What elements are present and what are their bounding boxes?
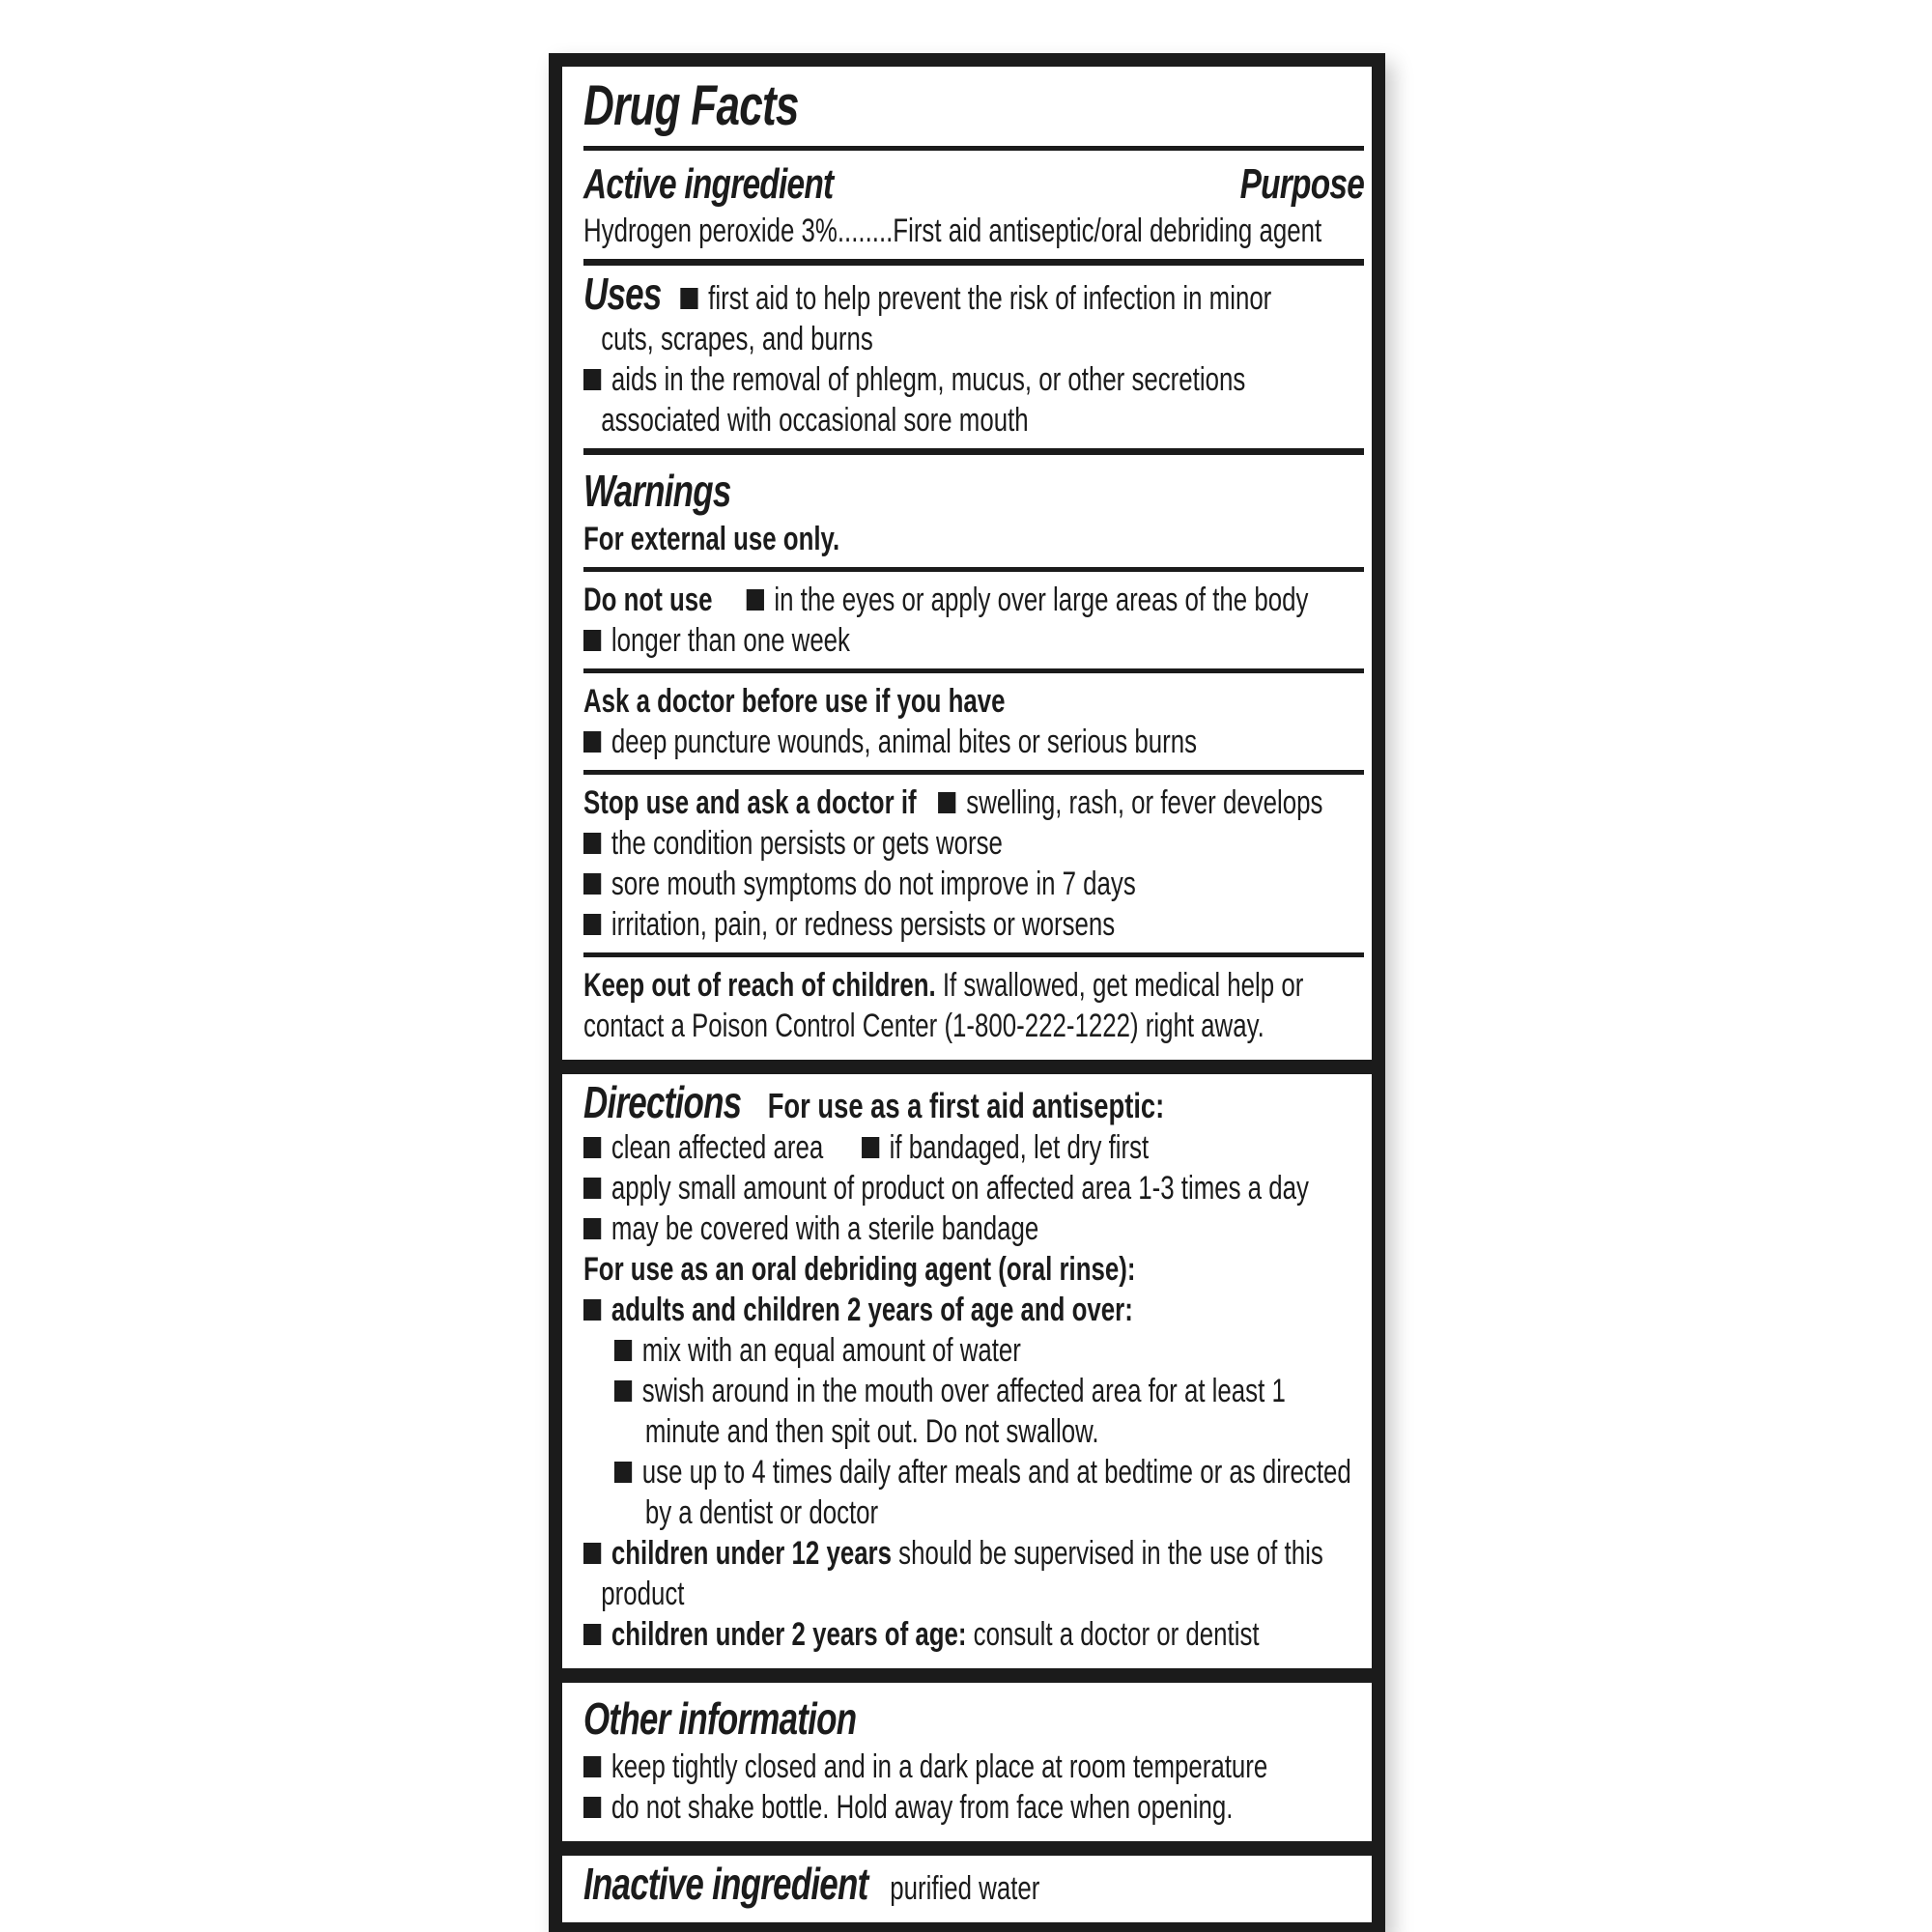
bullet-square-icon	[614, 1462, 632, 1483]
directions-bullet-1a-text: clean affected area	[611, 1129, 824, 1166]
stop-use-bullet-2	[583, 823, 1177, 864]
bullet-square-icon	[583, 630, 601, 651]
uses-bullet-1-cont: cuts, scrapes, and burns	[601, 321, 873, 357]
stop-use-heading: Stop use and ask a doctor if	[583, 784, 917, 821]
do-not-use-bullet-1-text: in the eyes or apply over large areas of the body	[774, 582, 1309, 618]
uses-heading: Uses	[583, 269, 662, 319]
divider	[583, 668, 1364, 673]
bullet-square-icon	[583, 369, 601, 390]
stop-use-bullet-4-text: irritation, pain, or redness persists or worsens	[611, 906, 1116, 943]
divider	[583, 146, 1364, 151]
divider	[583, 770, 1364, 775]
bullet-square-icon	[583, 1624, 601, 1645]
other-info-bullet-1	[583, 1747, 1268, 1787]
inactive-ingredient-value: purified water	[890, 1870, 1040, 1907]
do-not-use-line-1	[583, 580, 1309, 620]
other-info-bullet-2	[583, 1787, 1234, 1828]
bullet-square-icon	[583, 1797, 601, 1818]
bullet-square-icon	[862, 1137, 879, 1158]
uses-line-1	[583, 269, 1272, 319]
drug-facts-label	[549, 53, 1385, 1932]
keep-out-line-2: contact a Poison Control Center (1-800-222-1222) right away.	[583, 1008, 1264, 1044]
under-2-rest: consult a doctor or dentist	[973, 1616, 1260, 1653]
panel-inactive-ingredient	[562, 1856, 1372, 1922]
stop-use-bullet-3	[583, 864, 1177, 904]
under-12-bold: children under 12 years	[611, 1535, 892, 1572]
oral-use-heading: For use as an oral debriding agent (oral rinse):	[583, 1251, 1136, 1288]
divider	[583, 448, 1364, 455]
under-12-cont: product	[601, 1576, 685, 1612]
directions-bullet-1b-text: if bandaged, let dry first	[889, 1129, 1150, 1166]
divider	[583, 259, 1364, 266]
bullet-square-icon	[614, 1380, 632, 1402]
bullet-square-icon	[583, 731, 601, 753]
stop-use-bullet-1-text: swelling, rash, or fever develops	[966, 784, 1323, 821]
under-12-rest: should be supervised in the use of this	[898, 1535, 1323, 1572]
bullet-square-icon	[680, 288, 697, 309]
uses-bullet-1-text: first aid to help prevent the risk of infection in minor	[708, 280, 1272, 317]
directions-bullet-2-text: apply small amount of product on affected area 1-3 times a day	[611, 1170, 1309, 1207]
inactive-ingredient-row	[583, 1859, 1177, 1909]
keep-out-bold: Keep out of reach of children.	[583, 967, 936, 1004]
directions-bullet-3	[583, 1208, 1177, 1249]
inactive-ingredient-heading: Inactive ingredient	[583, 1859, 868, 1909]
active-ingredient-row: Hydrogen peroxide 3%........First aid antiseptic/oral debriding agent	[583, 213, 1322, 249]
adults-bullet-text: adults and children 2 years of age and over:	[611, 1292, 1133, 1328]
uses-bullet-2-text: aids in the removal of phlegm, mucus, or other secretions	[611, 361, 1246, 398]
bullet-square-icon	[583, 914, 601, 935]
other-info-bullet-1-text: keep tightly closed and in a dark place at room temperature	[611, 1748, 1268, 1785]
nested-bullet-3-cont: by a dentist or doctor	[644, 1494, 879, 1531]
nested-bullet-2	[583, 1371, 1286, 1411]
under-12-bullet	[583, 1533, 1323, 1574]
first-aid-subheading: For use as a first aid antiseptic:	[767, 1086, 1165, 1125]
bullet-square-icon	[583, 1543, 601, 1564]
external-use-line: For external use only.	[583, 521, 840, 557]
directions-bullet-row-1	[583, 1127, 1177, 1168]
do-not-use-bullet-2-text: longer than one week	[611, 622, 850, 659]
adults-bullet	[583, 1290, 1177, 1330]
uses-bullet-2-cont: associated with occasional sore mouth	[601, 402, 1029, 439]
stop-use-bullet-3-text: sore mouth symptoms do not improve in 7 days	[611, 866, 1136, 902]
ask-doctor-heading: Ask a doctor before use if you have	[583, 683, 1006, 720]
bullet-square-icon	[583, 1178, 601, 1199]
nested-bullet-1-text: mix with an equal amount of water	[641, 1332, 1021, 1369]
bullet-square-icon	[583, 1756, 601, 1777]
bullet-square-icon	[614, 1340, 632, 1361]
under-2-bullet	[583, 1614, 1260, 1655]
directions-bullet-3-text: may be covered with a sterile bandage	[611, 1210, 1039, 1247]
ask-doctor-bullet-1-text: deep puncture wounds, animal bites or serious burns	[611, 724, 1198, 760]
uses-bullet-2	[583, 359, 1246, 400]
keep-out-rest: If swallowed, get medical help or	[942, 967, 1304, 1004]
bullet-square-icon	[746, 589, 763, 611]
bullet-square-icon	[583, 833, 601, 854]
bullet-square-icon	[583, 873, 601, 895]
directions-bullet-2	[583, 1168, 1309, 1208]
stop-use-bullet-4	[583, 904, 1177, 945]
nested-bullet-1	[583, 1330, 1177, 1371]
under-2-bold: children under 2 years of age:	[611, 1616, 967, 1653]
panel-other-information	[562, 1683, 1372, 1841]
other-info-bullet-2-text: do not shake bottle. Hold away from face when opening.	[611, 1789, 1234, 1826]
bullet-square-icon	[583, 1299, 601, 1321]
stop-use-bullet-2-text: the condition persists or gets worse	[611, 825, 1003, 862]
purpose-heading: Purpose	[1239, 160, 1364, 208]
directions-header-row	[583, 1077, 1177, 1127]
nested-bullet-3	[583, 1452, 1351, 1492]
do-not-use-bullet-2	[583, 620, 1177, 661]
nested-bullet-3-text: use up to 4 times daily after meals and at bedtime or as directed	[641, 1454, 1351, 1491]
active-ingredient-header-row	[583, 158, 1364, 211]
keep-out-line-1	[583, 965, 1304, 1006]
other-information-heading: Other information	[583, 1693, 857, 1744]
panel-main	[562, 67, 1372, 1060]
ask-doctor-bullet-1	[583, 722, 1198, 762]
stop-use-line-1	[583, 782, 1323, 823]
drug-facts-title: Drug Facts	[583, 74, 799, 137]
nested-bullet-2-text: swish around in the mouth over affected area for at least 1	[641, 1373, 1286, 1409]
divider	[583, 567, 1364, 572]
divider	[583, 952, 1364, 957]
warnings-heading: Warnings	[583, 466, 731, 516]
bullet-square-icon	[938, 792, 955, 813]
panel-directions	[562, 1074, 1372, 1668]
nested-bullet-2-cont: minute and then spit out. Do not swallow.	[644, 1413, 1099, 1450]
active-ingredient-heading: Active ingredient	[583, 160, 834, 208]
bullet-square-icon	[583, 1137, 601, 1158]
directions-heading: Directions	[583, 1077, 742, 1127]
bullet-square-icon	[583, 1218, 601, 1239]
do-not-use-heading: Do not use	[583, 582, 713, 618]
